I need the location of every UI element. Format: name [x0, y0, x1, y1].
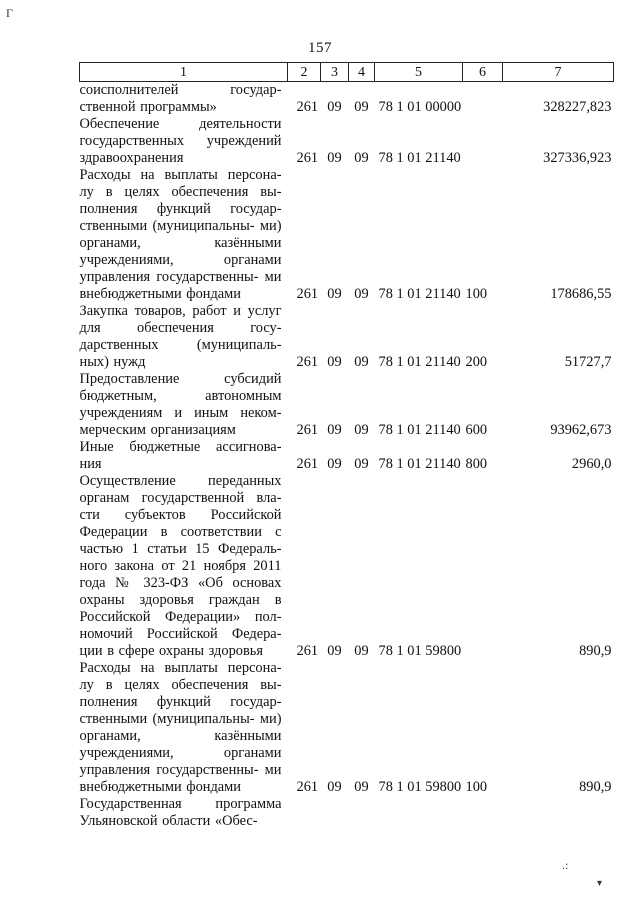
scan-speck: .: [562, 858, 569, 872]
subsection-code-cell: 09 [354, 150, 369, 166]
amount-cell: 890,9 [579, 779, 612, 795]
amount-cell: 890,9 [579, 643, 612, 659]
amount-cell: 51727,7 [564, 354, 612, 370]
budget-table [79, 62, 614, 830]
table-body [80, 82, 614, 831]
amount-cell: 328227,823 [543, 99, 612, 115]
header-col-2: 2 [288, 63, 321, 82]
section-code-cell: 09 [327, 286, 342, 302]
target-article-cell [375, 796, 463, 830]
section-code-cell: 09 [327, 456, 342, 472]
corner-mark: Г [6, 6, 13, 20]
amount-cell: 178686,55 [550, 286, 612, 302]
admin-code-cell: 261 [296, 779, 319, 795]
admin-code-cell: 261 [296, 354, 319, 370]
table-row [80, 82, 614, 117]
header-col-5: 5 [375, 63, 463, 82]
subsection-code-cell: 09 [354, 286, 369, 302]
admin-code-cell: 261 [296, 99, 319, 115]
row-name-cell: Обеспечение деятельности государственных учреждений здравоохранения [79, 116, 282, 166]
target-article-cell: 78 1 01 21140 [378, 422, 461, 438]
expense-type-cell [463, 796, 503, 830]
subsection-code-cell: 09 [354, 643, 369, 659]
section-code-cell: 09 [327, 354, 342, 370]
amount-cell: 2960,0 [571, 456, 612, 472]
expense-type-cell [463, 116, 503, 167]
section-code-cell: 09 [327, 99, 342, 115]
header-col-7: 7 [503, 63, 614, 82]
table-row [80, 167, 614, 303]
target-article-cell: 78 1 01 21140 [378, 354, 461, 370]
section-code-cell: 09 [327, 422, 342, 438]
table-row [80, 660, 614, 796]
admin-code-cell [288, 796, 321, 830]
admin-code-cell: 261 [296, 456, 319, 472]
expense-type-cell [463, 473, 503, 660]
admin-code-cell: 261 [296, 643, 319, 659]
header-col-6: 6 [463, 63, 503, 82]
target-article-cell: 78 1 01 00000 [378, 99, 462, 115]
table-row [80, 371, 614, 439]
row-name-cell: Предоставление субсидий бюджетным, автономным учреждениям и иным неком- мерческим организациям [79, 371, 282, 438]
row-name-cell: Расходы на выплаты персона- лу в целях обеспечения вы- полнения функций государ- ственными (муниципальны- ми) органами, казёнными учреждениями, органами управления государственны- ми внебюджетными фондами [79, 167, 282, 302]
section-code-cell: 09 [327, 643, 342, 659]
subsection-code-cell [349, 796, 375, 830]
amount-cell: 93962,673 [550, 422, 612, 438]
header-col-1: 1 [80, 63, 288, 82]
target-article-cell: 78 1 01 59800 [378, 779, 462, 795]
target-article-cell: 78 1 01 59800 [378, 643, 462, 659]
row-name-cell: Государственная программа Ульяновской области «Обес- [79, 796, 282, 829]
row-name-cell: Осуществление переданных органам государственной вла- сти субъектов Российской Федерации в соответствии с частью 1 статьи 15 Федераль- ного закона от 21 ноября 2011 года № 323-ФЗ «Об основах охраны здоровья граждан в Российской Федерации» пол- номочий Российской Федера- ции в сфере охраны здоровья [79, 473, 282, 659]
target-article-cell: 78 1 01 21140 [378, 456, 461, 472]
page-number: 157 [308, 40, 332, 56]
table-row [80, 473, 614, 660]
section-code-cell [321, 796, 349, 830]
table-row [80, 303, 614, 371]
scan-speck: ▾ [597, 878, 603, 889]
expense-type-cell: 100 [465, 286, 488, 302]
subsection-code-cell: 09 [354, 456, 369, 472]
target-article-cell: 78 1 01 21140 [378, 286, 461, 302]
header-col-4: 4 [349, 63, 375, 82]
subsection-code-cell: 09 [354, 779, 369, 795]
table-row [80, 116, 614, 167]
row-name-cell: Закупка товаров, работ и услуг для обеспечения госу- дарственных (муниципаль- ных) нужд [79, 303, 282, 370]
expense-type-cell: 600 [465, 422, 488, 438]
header-row [80, 63, 614, 82]
expense-type-cell [463, 82, 503, 117]
expense-type-cell: 100 [465, 779, 488, 795]
expense-type-cell: 200 [465, 354, 488, 370]
amount-cell: 327336,923 [543, 150, 612, 166]
table-row [80, 439, 614, 473]
admin-code-cell: 261 [296, 422, 319, 438]
subsection-code-cell: 09 [354, 354, 369, 370]
header-col-3: 3 [321, 63, 349, 82]
row-name-cell: Иные бюджетные ассигнова- ния [79, 439, 282, 472]
subsection-code-cell: 09 [354, 99, 369, 115]
subsection-code-cell: 09 [354, 422, 369, 438]
row-name-cell: Расходы на выплаты персона- лу в целях обеспечения вы- полнения функций государ- ственными (муниципальны- ми) органами, казёнными учреждениями, органами управления государственны- ми внебюджетными фондами [79, 660, 282, 795]
row-name-cell: соисполнителей государ- ственной программы» [79, 82, 282, 115]
admin-code-cell: 261 [296, 286, 319, 302]
section-code-cell: 09 [327, 150, 342, 166]
admin-code-cell: 261 [296, 150, 319, 166]
amount-cell [503, 796, 614, 830]
target-article-cell: 78 1 01 21140 [378, 150, 461, 166]
table-row [80, 796, 614, 830]
table-header [80, 63, 614, 82]
expense-type-cell: 800 [465, 456, 488, 472]
section-code-cell: 09 [327, 779, 342, 795]
